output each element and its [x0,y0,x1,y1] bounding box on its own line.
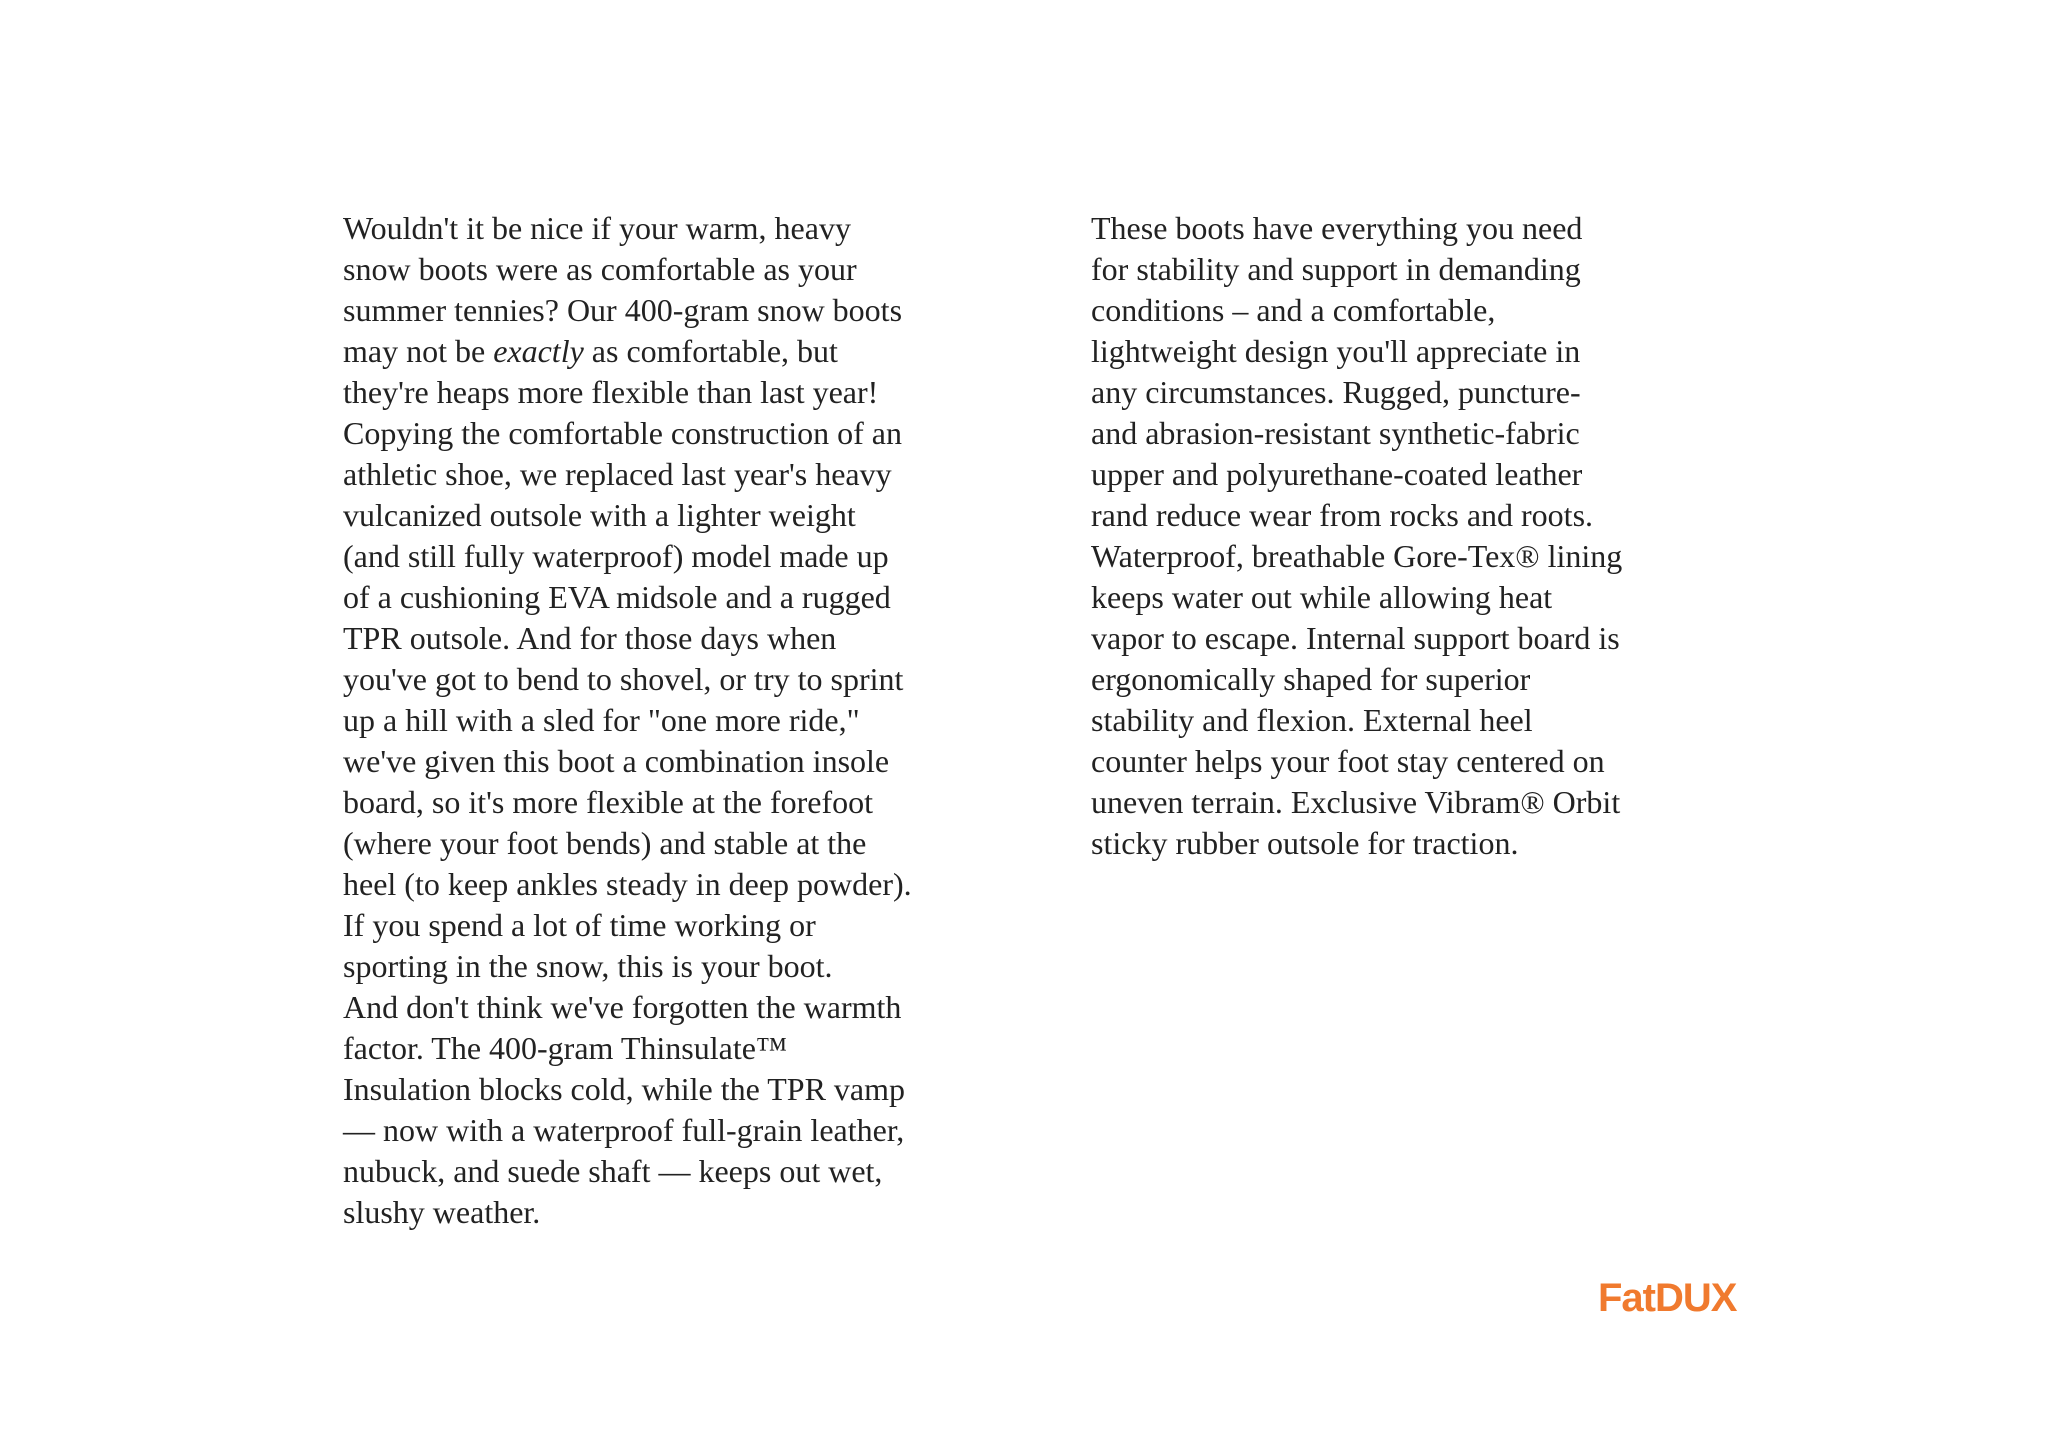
text-line: Waterproof, breathable Gore-Tex® lining [1091,538,1623,574]
text-line: lightweight design you'll appreciate in [1091,333,1581,369]
text-line: stability and flexion. External heel [1091,702,1533,738]
text-line: of a cushioning EVA midsole and a rugged [343,579,891,615]
text-line: up a hill with a sled for "one more ride," [343,702,860,738]
text-line: conditions – and a comfortable, [1091,292,1496,328]
text-line: athletic shoe, we replaced last year's heavy [343,456,892,492]
text-line: TPR outsole. And for those days when [343,620,837,656]
text-line: vapor to escape. Internal support board is [1091,620,1620,656]
text-line: upper and polyurethane-coated leather [1091,456,1583,492]
text-line: Wouldn't it be nice if your warm, heavy [343,210,851,246]
text-line: slushy weather. [343,1194,541,1230]
text-line: counter helps your foot stay centered on [1091,743,1605,779]
text-line: snow boots were as comfortable as your [343,251,857,287]
text-line: If you spend a lot of time working or [343,907,816,943]
text-line: board, so it's more flexible at the forefoot [343,784,874,820]
text-line: uneven terrain. Exclusive Vibram® Orbit [1091,784,1621,820]
text-line: and abrasion-resistant synthetic-fabric [1091,415,1580,451]
text-line: sporting in the snow, this is your boot. [343,948,833,984]
text-line: for stability and support in demanding [1091,251,1581,287]
text-run: as comfortable, but [583,333,838,369]
text-line: any circumstances. Rugged, puncture- [1091,374,1581,410]
text-line: (and still fully waterproof) model made up [343,538,889,574]
left-text-column [343,208,983,1233]
text-line [343,331,983,372]
text-line: factor. The 400-gram Thinsulate™ [343,1030,788,1066]
text-line: vulcanized outsole with a lighter weight [343,497,856,533]
text-line: Copying the comfortable construction of an [343,415,902,451]
text-line: rand reduce wear from rocks and roots. [1091,497,1594,533]
text-run: may not be [343,333,494,369]
text-line: we've given this boot a combination insole [343,743,890,779]
text-line: summer tennies? Our 400-gram snow boots [343,292,903,328]
text-line: you've got to bend to shovel, or try to sprint [343,661,904,697]
text-line: (where your foot bends) and stable at the [343,825,867,861]
text-line: And don't think we've forgotten the warmth [343,989,902,1025]
text-line: Insulation blocks cold, while the TPR vamp [343,1071,906,1107]
text-line: ergonomically shaped for superior [1091,661,1531,697]
text-line: keeps water out while allowing heat [1091,579,1553,615]
text-line: heel (to keep ankles steady in deep powder). [343,866,912,902]
text-line: These boots have everything you need [1091,210,1583,246]
emphasis-text: exactly [493,333,584,369]
fatdux-logo: FatDUX [1598,1276,1737,1320]
text-line: — now with a waterproof full-grain leather, [343,1112,905,1148]
text-line: they're heaps more flexible than last year! [343,374,879,410]
right-text-column [1091,208,1711,864]
text-line: nubuck, and suede shaft — keeps out wet, [343,1153,883,1189]
text-line: sticky rubber outsole for traction. [1091,825,1519,861]
